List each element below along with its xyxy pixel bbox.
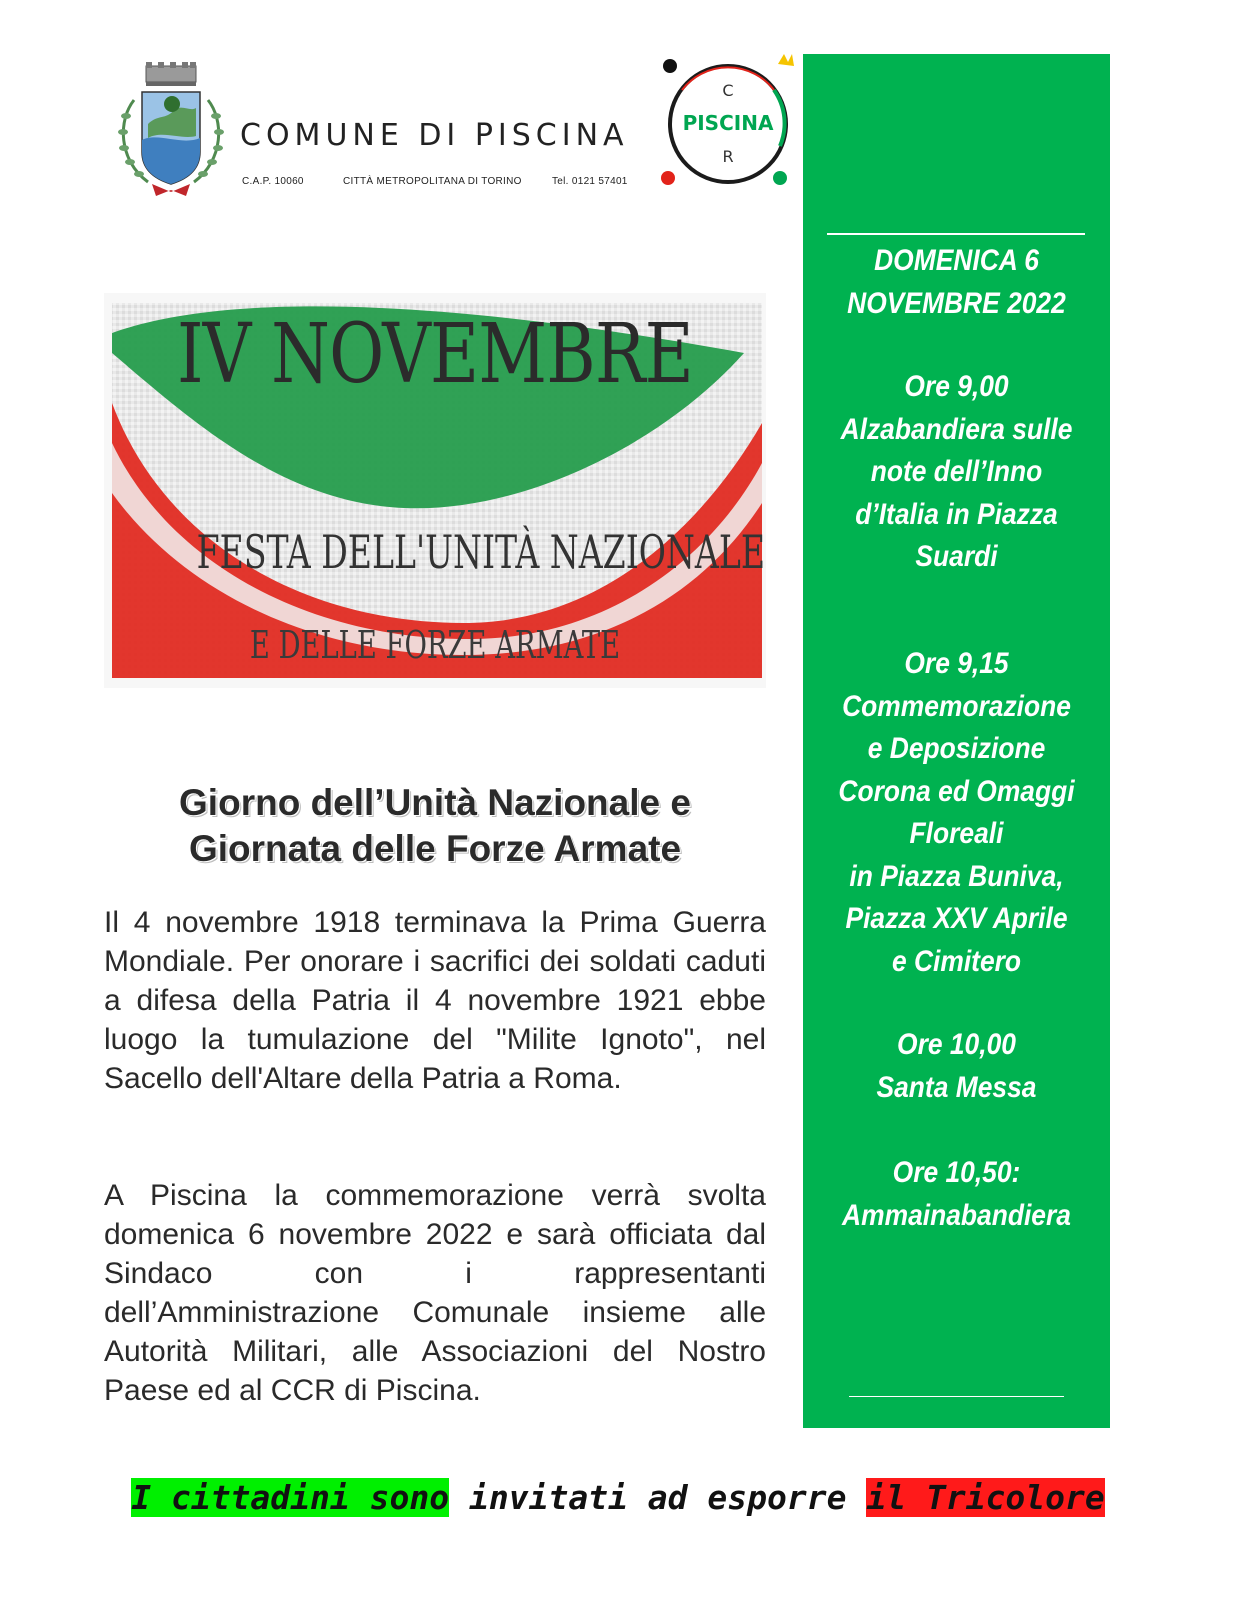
- ccr-word: PISCINA: [682, 111, 774, 135]
- schedule-item: [821, 1152, 1091, 1237]
- main-heading: [104, 780, 766, 872]
- sidebar-bottom-rule: [849, 1396, 1064, 1397]
- schedule-line: e Deposizione: [867, 732, 1046, 765]
- schedule-line: Commemorazione: [842, 689, 1071, 723]
- heading-line-1: Giorno dell’Unità Nazionale e: [179, 782, 691, 823]
- schedule-line: Floreali: [909, 817, 1004, 850]
- schedule-time: Ore 10,50:: [892, 1156, 1021, 1189]
- ccr-letter-r: R: [722, 147, 734, 166]
- banner-subtitle-1: FESTA DELL'UNITÀ NAZIONALE: [196, 525, 765, 579]
- telephone: Tel. 0121 57401: [552, 176, 628, 187]
- event-date: [821, 240, 1091, 325]
- event-date-line-1: DOMENICA 6: [874, 244, 1039, 277]
- schedule-line: Corona ed Omaggi: [838, 774, 1075, 808]
- schedule-line: note dell’Inno: [870, 455, 1043, 488]
- municipality-name: COMUNE DI PISCINA: [240, 118, 629, 153]
- postal-code: C.A.P. 10060: [242, 176, 304, 187]
- schedule-sidebar: [803, 54, 1110, 1428]
- paragraph-history: Il 4 novembre 1918 terminava la Prima Guerra Mondiale. Per onorare i sacrifici dei soldati caduti a difesa della Patria il 4 novembre 1921 ebbe luogo la tumulazione del "Milite Ignoto", nel Sacello dell'Altare della Patria a Roma.: [104, 906, 766, 1095]
- sidebar-top-rule: [827, 233, 1085, 235]
- schedule-line: in Piazza Buniva,: [849, 859, 1064, 893]
- paragraph-ceremony: A Piscina la commemorazione verrà svolta domenica 6 novembre 2022 e sarà officiata dal Sindaco con i rappresentanti dell’Amministrazione Comunale insieme alle Autorità Militari, alle Associazioni del Nostro Paese ed al CCR di Piscina.: [104, 1179, 766, 1407]
- banner-subtitle-2: E DELLE FORZE ARMATE: [249, 623, 621, 667]
- schedule-line: Alzabandiera sulle: [840, 412, 1073, 446]
- schedule-item: [821, 366, 1091, 579]
- schedule-line: d’Italia in Piazza: [855, 497, 1058, 531]
- heading-line-2: Giornata delle Forze Armate: [188, 828, 682, 869]
- slogan-part-red: il Tricolore: [866, 1478, 1105, 1517]
- schedule-time: Ore 9,00: [904, 370, 1009, 403]
- schedule-line: Piazza XXV Aprile: [845, 902, 1068, 935]
- banner-title: IV NOVEMBRE: [177, 307, 693, 402]
- schedule-line: Santa Messa: [876, 1070, 1037, 1104]
- schedule-time: Ore 9,15: [904, 647, 1009, 680]
- schedule-time: Ore 10,00: [897, 1028, 1016, 1061]
- ccr-logo: [656, 50, 798, 195]
- coat-of-arms-logo: [112, 60, 230, 202]
- footer-slogan: [0, 1476, 1236, 1520]
- schedule-item: [821, 1024, 1091, 1109]
- iv-novembre-banner: [104, 293, 766, 688]
- slogan-part-middle: invitati ad esporre: [449, 1478, 867, 1517]
- ccr-letter-c: C: [722, 81, 734, 100]
- schedule-line: e Cimitero: [891, 944, 1022, 978]
- slogan-part-green: I cittadini sono: [131, 1478, 450, 1517]
- event-date-line-2: NOVEMBRE 2022: [847, 286, 1066, 320]
- schedule-line: Suardi: [915, 540, 998, 573]
- schedule-item: [821, 643, 1091, 983]
- schedule-line: Ammainabandiera: [842, 1198, 1071, 1232]
- metropolitan-city: CITTÀ METROPOLITANA DI TORINO: [343, 176, 522, 187]
